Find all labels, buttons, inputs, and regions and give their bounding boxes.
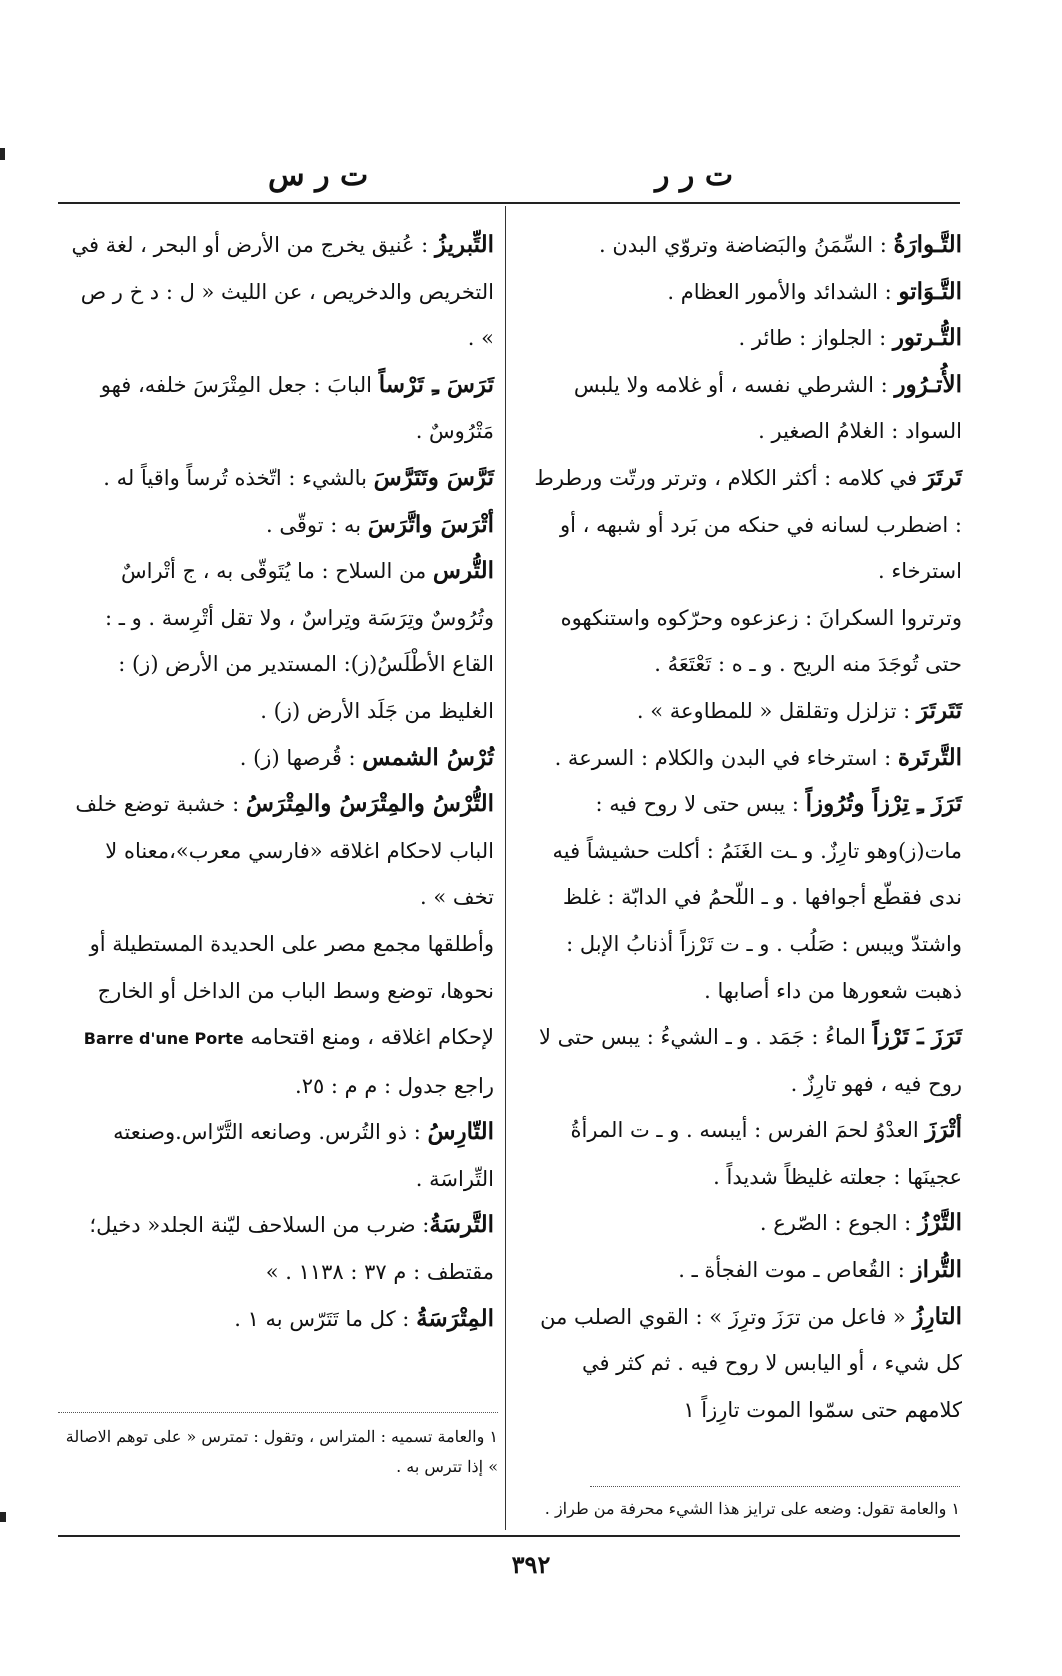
- entry: [530, 1107, 962, 1200]
- definition: : الشرطي نفسه ، أو غلامه ولا يلبس السواد : الغلامُ الصغير .: [573, 372, 962, 444]
- headword: الأُتـرُور: [894, 370, 962, 398]
- right-column: [530, 222, 962, 1433]
- entry: [530, 1014, 962, 1107]
- footnote-rule-left: [58, 1412, 498, 1413]
- headword: تَرتَرَ: [923, 463, 962, 491]
- definition: : خشبة توضع خلف الباب لاحكام اغلاقه «فارسي معرب»،معناه لا تخف » .: [75, 792, 494, 910]
- entry: [62, 781, 494, 921]
- headword: التَّـوَاتو: [898, 277, 962, 305]
- root-header-left: ت ر س: [268, 158, 369, 193]
- headword: التَّرتَرة: [897, 743, 962, 771]
- definition: : استرخاء في البدن والكلام : السرعة .: [554, 745, 898, 770]
- headword: التُّـرتور: [892, 324, 962, 352]
- definition: العدْوُ لحمَ الفرس : أيبسه . و ـ ت المرأةُ عجينَها : جعلته غليظاً شديداً .: [570, 1118, 962, 1189]
- entry: [530, 222, 962, 269]
- definition: : ضرب من السلاحف ليّنة الجلد« دخيل؛ مقتطف : م ٣٧ : ١١٣٨ . »: [89, 1213, 494, 1285]
- left-column: [62, 222, 494, 1342]
- footnote-right: ١ والعامة تقول: وضعه على ترايز هذا الشيء محرفة من طراز .: [544, 1499, 960, 1518]
- entry: [62, 1202, 494, 1295]
- entry: [62, 735, 494, 782]
- headword: التّارِسُ: [427, 1118, 494, 1146]
- entry: [62, 222, 494, 362]
- entry: [530, 269, 962, 316]
- headword: أتْرَسَ واتَّرَسَ: [367, 510, 494, 538]
- definition: وترتروا السكرانَ : زعزعوه وحرّكوه واستنكهوه حتى تُوجَدَ منه الريح . و ـ ه : تَعْتَعَهُ .: [560, 605, 962, 677]
- definition: من السلاح : ما يُتَوقّى به ، ج أتْراسٌ وتُرُوسٌ وتِرَسَة وتِراسٌ ، ولا تقل أتْرِسة . و ـ : القاع الأطْلَسُ(ز): المستدير من الأرض (ز) : الغليظ من جَلَد الأرض (ز) .: [104, 559, 494, 723]
- definition: البابَ : جعل المِتْرَسَ خلفه، فهو مَتْرُوسٌ .: [100, 372, 494, 444]
- definition: في كلامه : أكثر الكلام ، وترتر ورتّت ورطرط : اضطرب لسانه في حنكه من بَرد أو شبهه ، أو استرخاء .: [534, 465, 962, 584]
- root-header-right: ت ر ر: [655, 158, 734, 193]
- definition: : الجوع : الصّرع .: [759, 1211, 918, 1236]
- page-number: ٣٩٢: [511, 1550, 551, 1579]
- headword: التُّرس: [432, 557, 494, 585]
- entry: [530, 1247, 962, 1294]
- definition: : السِّمَنُ والبَضاضة وتروّي البدن .: [599, 233, 894, 257]
- definition: : ذو التُرس. وصانعه التَّرّاس.وصنعته التِّراسَة .: [113, 1120, 494, 1191]
- entry: [530, 1200, 962, 1247]
- entry: [530, 362, 962, 455]
- latin-term: Barre d'une Porte: [83, 1029, 244, 1049]
- headword: تَرَزَ ـَ تَرْزاً: [872, 1023, 962, 1051]
- definition: : القُعاص ـ موت الفجأة ـ .: [678, 1258, 912, 1283]
- definition: به : توقّى .: [265, 512, 368, 537]
- headword: تَتَرتَرَ: [916, 696, 962, 724]
- definition: : تزلزل وتقلقل « للمطاوعة » .: [636, 698, 917, 723]
- definition: الماءُ : جَمَد . و ـ الشيءُ : يبس حتى لا روح فيه ، فهو تارِزٌ .: [539, 1025, 962, 1096]
- headword: تَرَّسَ وتَتَرَّسَ: [373, 463, 494, 491]
- definition: : كل ما تَتَرّس به ١ .: [234, 1306, 417, 1331]
- entry: [62, 921, 494, 1063]
- footnote-rule-right: [590, 1486, 960, 1487]
- entry: [530, 735, 962, 782]
- entry: [62, 1063, 494, 1110]
- definition: : يبس حتى لا روح فيه : مات(ز)وهو تارِزٌ. و ـت الغَنَمُ : أكلت حشيشاً فيه ندى فقطّع أجوافها . و ـ اللّحمُ في الدابّة : غلظ واشتدّ ويبس : صَلُب . و ـ ت تَرْزاً أذنابُ الإبل : ذهبت شعورها من داء أصابها .: [552, 792, 962, 1003]
- entry: [62, 455, 494, 502]
- headword: التارِزُ: [912, 1302, 962, 1330]
- headword: التَّـوارَةُ: [893, 231, 962, 258]
- headword: تُرْسُ الشمس: [362, 743, 494, 771]
- entry: [530, 315, 962, 362]
- entry: [530, 1294, 962, 1434]
- entry: [62, 502, 494, 549]
- headword: التَّرْزُ: [917, 1209, 962, 1237]
- definition: بالشيء : اتّخذه تُرساً واقياً له .: [103, 465, 374, 490]
- headword: تَرَسَ ـِ تَرْساً: [378, 370, 494, 398]
- definition: راجع جدول : م م : ٢٥.: [295, 1073, 494, 1098]
- headword: التُّرْسُ والمِتْرَسُ والمِتْرَسُ: [245, 790, 494, 818]
- definition: : الشدائد والأمور العظام .: [667, 279, 899, 304]
- entry: [62, 1109, 494, 1202]
- margin-mark-bottom: [0, 1512, 6, 1522]
- headword: تَرَزَ ـِ تِرْزاً وتُرُوزاً: [805, 790, 962, 818]
- entry: [62, 362, 494, 455]
- definition: : الجلواز : طائر .: [738, 326, 893, 351]
- entry: [62, 1296, 494, 1343]
- headword: المِتْرَسَةُ: [416, 1304, 494, 1332]
- margin-mark-top: [0, 148, 5, 160]
- footer-rule: [58, 1535, 960, 1537]
- headword: أتْرَزَ: [925, 1116, 962, 1144]
- entry: [530, 595, 962, 688]
- definition: : عُنيق يخرج من الأرض أو البحر ، لغة في التخريص والدخريص ، عن الليث « ل : د خ ر ص » .: [71, 233, 494, 351]
- definition: « فاعل من ترَزَ وترِزَ » : القوي الصلب من كل شيء ، أو اليابس لا روح فيه . ثم كثر في كلامهم حتى سمّوا الموت تارِزاً ١: [540, 1304, 962, 1422]
- header-rule: [58, 202, 960, 204]
- headword: التَّرسَةُ: [429, 1211, 494, 1239]
- headword: التُّراز: [911, 1256, 962, 1284]
- entry: [530, 781, 962, 1014]
- entry: [530, 455, 962, 595]
- entry: [62, 548, 494, 734]
- definition: وأطلقها مجمع مصر على الحديدة المستطيلة أو نحوها، توضع وسط الباب من الداخل أو الخارج لإحكام اغلاقه ، ومنع اقتحامه: [89, 931, 494, 1050]
- headword: التِّبريزُ: [434, 231, 494, 258]
- footnote-left: ١ والعامة تسميه : المتراس ، وتقول : تمترس « على توهم الاصالة » إذا تترس به .: [65, 1427, 498, 1476]
- entry: [530, 688, 962, 735]
- column-divider: [505, 206, 506, 1530]
- definition: : قُرصها (ز) .: [239, 745, 363, 770]
